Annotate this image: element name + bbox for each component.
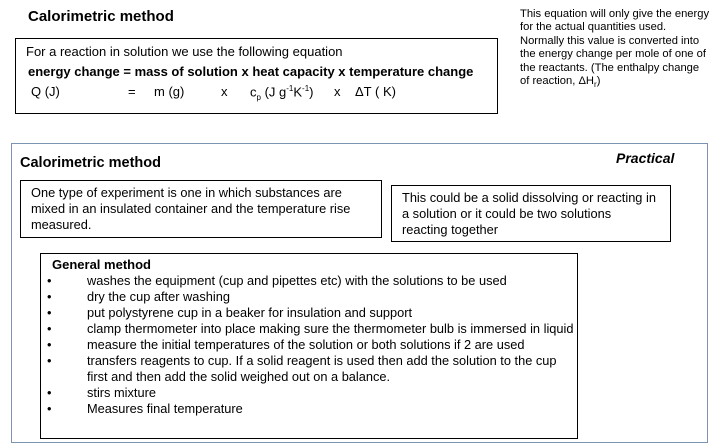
multiply-sign: x <box>334 84 341 99</box>
list-item: • dry the cup after washing <box>47 289 230 304</box>
mass-symbol: m (g) <box>154 84 185 99</box>
bullet-icon: • <box>47 305 52 320</box>
bullet-icon: • <box>47 289 52 304</box>
bullet-icon: • <box>47 337 52 352</box>
practical-title: Calorimetric method <box>20 155 161 171</box>
multiply-sign: x <box>221 84 228 99</box>
side-note: This equation will only give the energy for the actual quantities used. Normally this value is converted into the energy change per mole of one of the reactants. (The enthalpy change of reaction, $\Delta H_r$) <box>520 8 710 90</box>
bullet-icon: • <box>47 321 52 336</box>
list-item: • clamp thermometer into place making sure the thermometer bulb is immersed in liquid <box>47 321 574 336</box>
equation-box <box>15 38 498 114</box>
equation-intro: For a reaction in solution we use the following equation <box>26 44 343 59</box>
temperature-change-symbol: ΔT ( K) <box>355 84 396 99</box>
energy-symbol: Q (J) <box>31 84 60 99</box>
word-equation: energy change = mass of solution x heat capacity x temperature change <box>28 64 474 79</box>
section-title: Calorimetric method <box>28 8 174 25</box>
list-item: • put polystyrene cup in a beaker for insulation and support <box>47 305 413 320</box>
bullet-icon: • <box>47 401 52 416</box>
experiment-description-box: One type of experiment is one in which substances are mixed in an insulated container and the temperature rise measured. <box>20 180 382 238</box>
bullet-icon: • <box>47 273 52 288</box>
practical-label: Practical <box>616 150 675 166</box>
bullet-icon: • <box>47 385 52 400</box>
list-item: • measure the initial temperatures of the solution or both solutions if 2 are used <box>47 337 525 352</box>
heat-capacity-symbol: $c_p$ (J $g^{-1}K^{-1}$) <box>250 84 314 102</box>
list-item: • Measures final temperature <box>47 401 243 416</box>
general-method-box <box>40 253 578 439</box>
list-item: • stirs mixture <box>47 385 156 400</box>
list-item: • washes the equipment (cup and pipettes etc) with the solutions to be used <box>47 273 507 288</box>
equals-sign: = <box>128 84 136 99</box>
bullet-icon: • <box>47 353 52 368</box>
general-method-title: General method <box>52 257 151 272</box>
list-item: • transfers reagents to cup. If a solid reagent is used then add the solution to the cup first and then add the solid weighed out on a balance. <box>47 353 557 384</box>
solid-note-box: This could be a solid dissolving or reacting in a solution or it could be two solutions reacting together <box>391 185 671 242</box>
method-steps <box>47 273 577 417</box>
